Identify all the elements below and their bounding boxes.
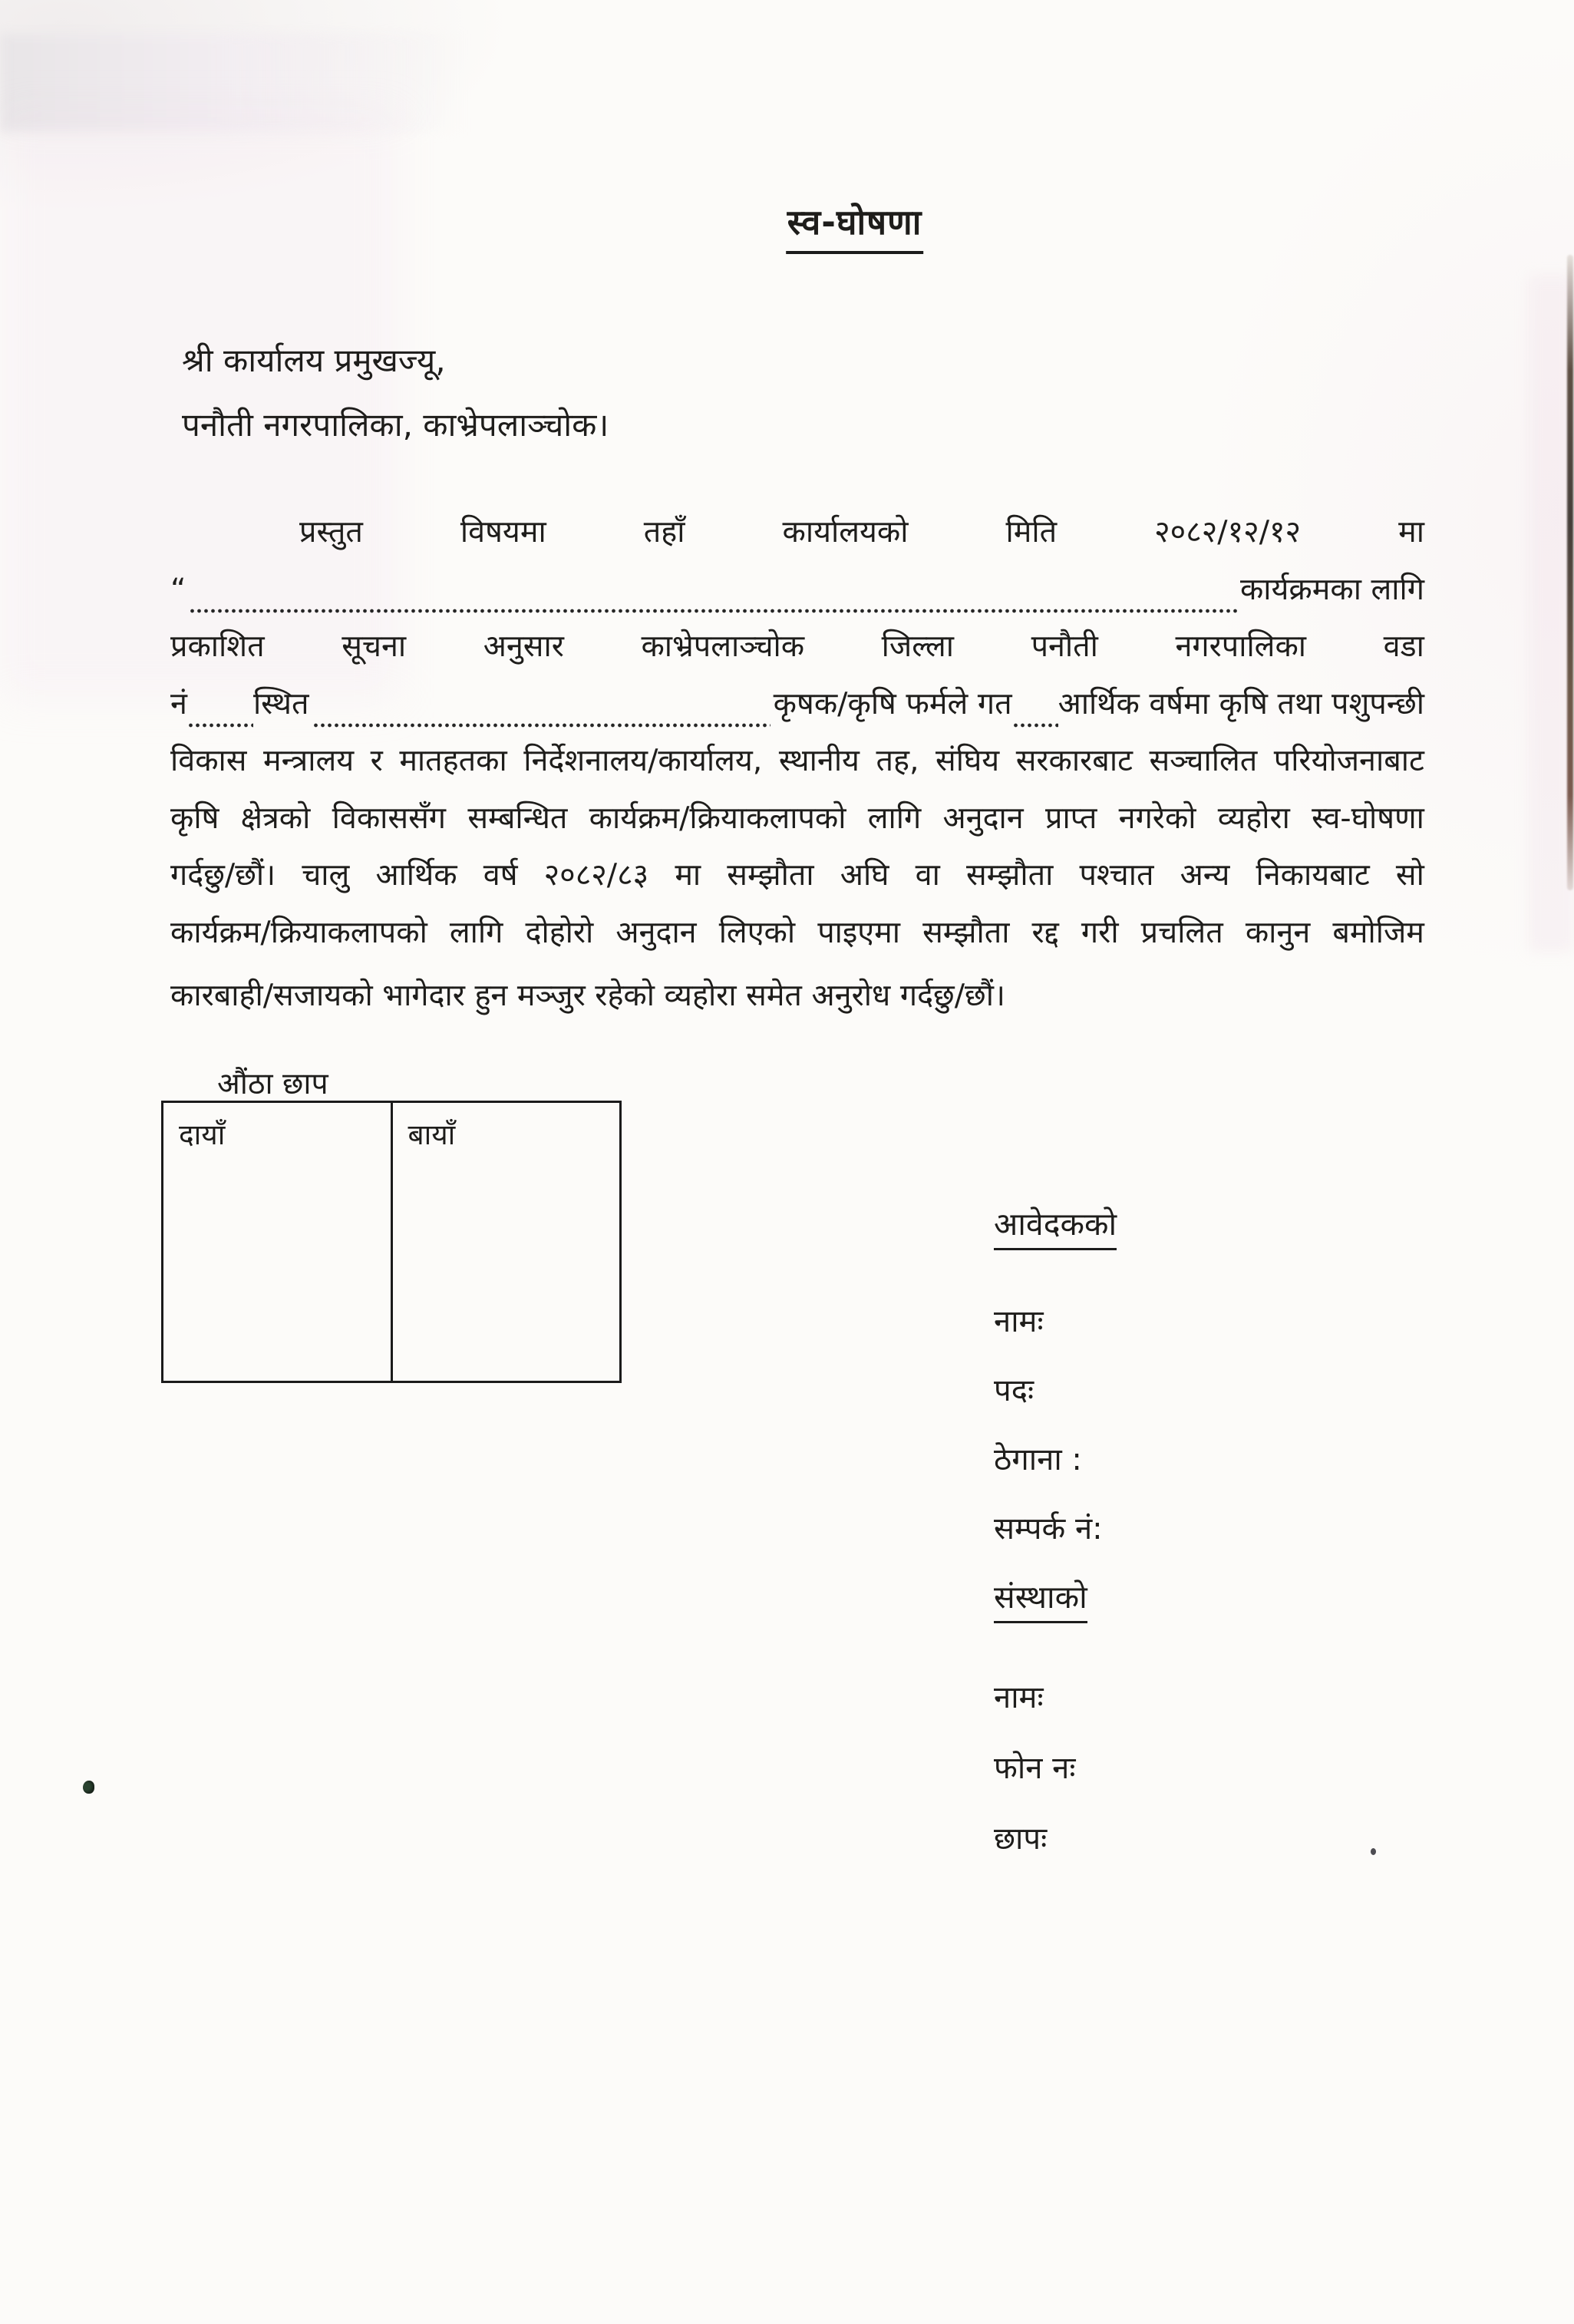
word: सरकारबाट <box>1015 743 1133 778</box>
word: स्थानीय <box>778 743 860 778</box>
word: प्रकाशित <box>170 629 265 664</box>
text-segment: स्थित <box>252 685 309 721</box>
applicant-field-3: ठेगाना : <box>994 1442 1082 1477</box>
word: सो <box>1395 857 1424 893</box>
word: विषयमा <box>460 514 546 550</box>
word: वा <box>915 857 940 893</box>
word: बमोजिम <box>1332 914 1424 950</box>
word: वर्ष <box>483 857 518 893</box>
word: दोहोरो <box>525 914 594 950</box>
word: लिएको <box>718 914 796 950</box>
applicant-heading: आवेदकको <box>994 1202 1117 1250</box>
paragraph-line-3 <box>170 624 1424 682</box>
word: प्रस्तुत <box>299 514 363 550</box>
text-segment: कार्यक्रमका लागि <box>1239 571 1424 607</box>
paragraph-line-5 <box>170 738 1424 796</box>
word: र <box>370 743 383 778</box>
organization-field-1: नामः <box>994 1680 1044 1715</box>
word: क्षेत्रको <box>240 800 311 836</box>
ink-speck <box>83 1781 94 1794</box>
addressee-line-2: पनौती नगरपालिका, काभ्रेपलाञ्चोक। <box>182 406 609 444</box>
organization-block <box>994 1575 1087 1858</box>
paragraph-line-1 <box>170 510 1424 567</box>
word: रद्द <box>1031 914 1059 950</box>
word: सञ्चालित <box>1149 743 1258 778</box>
paragraph-line-7 <box>170 853 1424 910</box>
word: सम्झौता <box>965 857 1054 893</box>
word: स्व-घोषणा <box>1312 800 1424 836</box>
word: मा <box>675 857 701 893</box>
word: वडा <box>1383 629 1424 664</box>
word: सूचना <box>342 629 407 664</box>
thumbprint-left-label: बायाँ <box>408 1118 456 1151</box>
word: आर्थिक <box>375 857 457 893</box>
word: संघिय <box>935 743 1000 778</box>
word: मिति <box>1005 514 1058 550</box>
scan-shadow-band <box>0 34 583 132</box>
word: काभ्रेपलाञ्चोक <box>641 629 805 664</box>
paragraph-line-2 <box>170 567 1424 625</box>
word: मन्त्रालय <box>262 743 355 778</box>
dotted-blank-line <box>1012 722 1058 728</box>
word: लागि <box>867 800 922 836</box>
organization-field-3: छापः <box>994 1821 1048 1857</box>
word: अनुदान <box>615 914 697 950</box>
word: विकास <box>170 743 247 778</box>
word: तह, <box>876 743 919 778</box>
word: अनुसार <box>483 629 564 664</box>
page-title: स्व-घोषणा <box>786 198 924 254</box>
paragraph-line-8 <box>170 910 1424 968</box>
word: मातहतका <box>399 743 507 778</box>
organization-fields <box>994 1646 1087 1858</box>
word: लागि <box>449 914 503 950</box>
small-speck <box>1371 1848 1376 1855</box>
text-segment: आर्थिक वर्षमा कृषि तथा पशुपन्छी <box>1058 685 1424 721</box>
applicant-block <box>994 1202 1117 1548</box>
thumbprint-cell-right <box>163 1103 393 1381</box>
addressee-block <box>182 328 609 457</box>
word: प्रचलित <box>1140 914 1223 950</box>
word: पाइएमा <box>817 914 900 950</box>
word: कार्यक्रम/क्रियाकलापको <box>589 800 846 836</box>
word: मा <box>1398 514 1424 550</box>
applicant-field-4: सम्पर्क नं: <box>994 1511 1103 1547</box>
paragraph-line-6 <box>170 796 1424 853</box>
word: गर्दछु/छौं। <box>170 857 276 893</box>
paragraph-line-9: कारबाही/सजायको भागेदार हुन मञ्जुर रहेको व्यहोरा समेत अनुरोध गर्दछु/छौं। <box>170 978 1005 1013</box>
applicant-field-1: नामः <box>994 1304 1044 1339</box>
thumbprint-cell-left <box>393 1103 620 1381</box>
dotted-blank-line <box>189 608 1236 614</box>
word: चालु <box>302 857 350 893</box>
organization-heading: संस्थाको <box>994 1575 1087 1623</box>
applicant-fields <box>994 1272 1117 1548</box>
word: कार्यक्रम/क्रियाकलापको <box>170 914 427 950</box>
word: जिल्ला <box>881 629 955 664</box>
word: कानुन <box>1245 914 1311 950</box>
word: सम्बन्धित <box>467 800 568 836</box>
word: कृषि <box>170 800 219 836</box>
word: गरी <box>1081 914 1119 950</box>
word: २०८२/१२/१२ <box>1154 514 1302 550</box>
text-segment: “ <box>170 571 186 607</box>
word: तहाँ <box>643 514 685 550</box>
thumbprint-right-label: दायाँ <box>179 1118 226 1151</box>
thumbprint-box <box>161 1101 622 1383</box>
word: प्राप्त <box>1044 800 1097 836</box>
word: नगरपालिका <box>1175 629 1307 664</box>
word: पनौती <box>1031 629 1098 664</box>
right-edge-pink-tint <box>1529 276 1574 952</box>
paragraph <box>170 510 1424 1025</box>
text-segment: कृषक/कृषि फर्मले गत <box>773 685 1012 721</box>
word: कार्यालयको <box>782 514 909 550</box>
text-segment: नं <box>170 685 187 721</box>
thumbprint-label: औंठा छाप <box>217 1067 328 1101</box>
applicant-field-2: पदः <box>994 1373 1034 1408</box>
word: निर्देशनालय/कार्यालय, <box>523 743 763 778</box>
word: निकायबाट <box>1256 857 1370 893</box>
word: सम्झौता <box>727 857 814 893</box>
dotted-blank-line <box>312 722 771 728</box>
word: व्यहोरा <box>1217 800 1290 836</box>
word: अघि <box>840 857 889 893</box>
word: विकाससँग <box>332 800 447 836</box>
word: अन्य <box>1180 857 1230 893</box>
dotted-blank-line <box>187 722 253 728</box>
organization-field-2: फोन नः <box>994 1751 1076 1786</box>
addressee-line-1: श्री कार्यालय प्रमुखज्यू, <box>182 342 446 379</box>
paragraph-line-4 <box>170 682 1424 739</box>
word: पश्चात <box>1079 857 1154 893</box>
word: परियोजनाबाट <box>1273 743 1424 778</box>
word: सम्झौता <box>922 914 1010 950</box>
right-edge-scan-streak <box>1567 255 1573 890</box>
word: २०८२/८३ <box>543 857 649 893</box>
word: नगरेको <box>1118 800 1196 836</box>
word: अनुदान <box>942 800 1024 836</box>
